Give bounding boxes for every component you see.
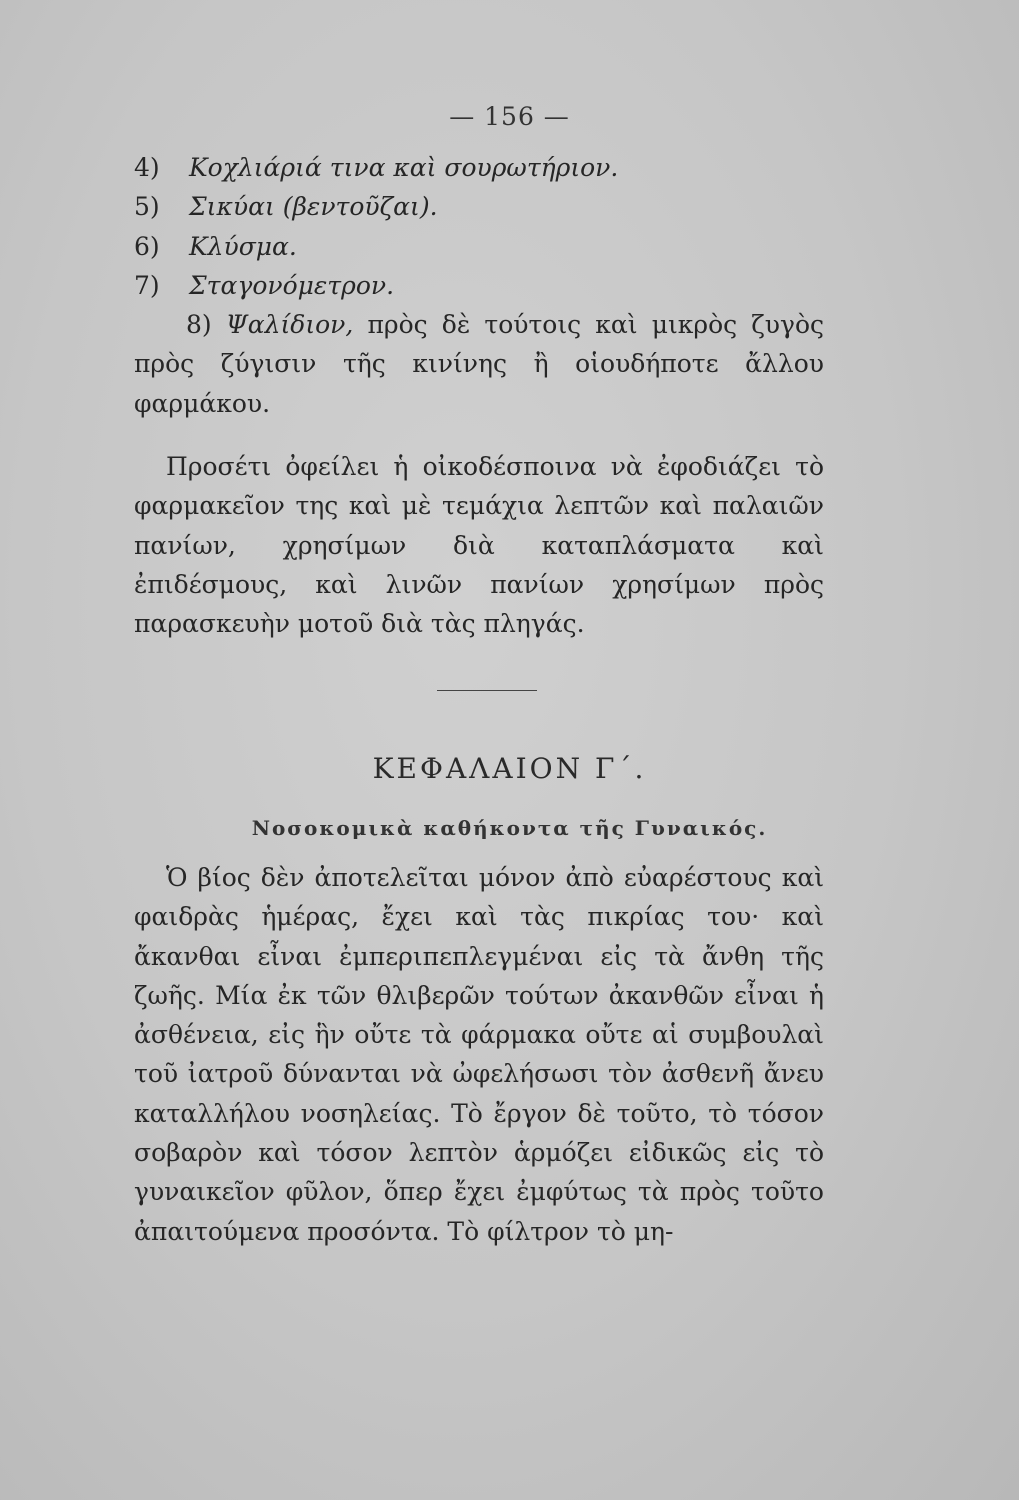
list-item-number: 7) (134, 270, 160, 300)
list-item-text: Κοχλιάριά τινα καὶ σουρωτήριον. (189, 153, 619, 182)
list-item-text-italic: Ψαλίδιον, (225, 310, 354, 340)
paragraph-supplies: Προσέτι ὀφείλει ἡ οἰκοδέσποινα νὰ ἐφοδιάζει τὸ φαρμακεῖον της καὶ μὲ τεμάχια λεπτῶν καὶ παλαιῶν πανίων, χρησίμων διὰ καταπλάσματα καὶ ἐπιδέσμους, καὶ λινῶν πανίων χρησίμων πρὸς παρασκευὴν μοτοῦ διὰ τὰς πληγάς. (134, 452, 824, 639)
list-item-text: πρὸς δὲ τούτοις καὶ μικρὸς ζυγὸς πρὸς ζύγισιν τῆς κινίνης ἢ οἱουδήποτε ἄλλου φαρμάκου. (134, 310, 824, 418)
list-item (134, 148, 824, 187)
list-item-number: 4) (134, 153, 160, 182)
list-item-text: Σταγονόμετρον. (189, 270, 395, 300)
page-number: — 156 — (449, 102, 570, 131)
list-item-text: Κλύσμα. (189, 231, 297, 261)
list-item (134, 266, 824, 305)
chapter-subtitle: Νοσοκομικὰ καθήκοντα τῆς Γυναικός. (251, 816, 768, 840)
list-item-text: Σικύαι (βεντοῦζαι). (189, 192, 438, 222)
list-item (134, 187, 824, 226)
paragraph-chapter-body: Ὁ βίος δὲν ἀποτελεῖται μόνον ἀπὸ εὐαρέστους καὶ φαιδρὰς ἡμέρας, ἔχει καὶ τὰς πικρίας του· καὶ ἄκανθαι εἶναι ἐμπεριπεπλεγμέναι εἰς τὰ ἄνθη τῆς ζωῆς. Μία ἐκ τῶν θλιβερῶν τούτων ἀκανθῶν εἶναι ἡ ἀσθένεια, εἰς ἣν οὔτε τὰ φάρμακα οὔτε αἱ συμβουλαὶ τοῦ ἰατροῦ δύνανται νὰ ὠφελήσωσι τὸν ἀσθενῆ ἄνευ καταλλήλου νοσηλείας. Τὸ ἔργον δὲ τοῦτο, τὸ τόσον σοβαρὸν καὶ τόσον λεπτὸν ἁρμόζει εἰδικῶς εἰς τὸ γυναικεῖον φῦλον, ὅπερ ἔχει ἐμφύτως τὰ πρὸς τοῦτο ἀπαιτούμενα προσόντα. Τὸ φίλτρον τὸ μη- (134, 863, 824, 1246)
chapter-title: ΚΕΦΑΛΑΙΟΝ Γ΄. (372, 752, 647, 785)
list-item-number: 5) (134, 192, 160, 222)
list-item-number: 6) (134, 231, 160, 261)
supplies-list (134, 148, 824, 423)
list-item-number: 8) (186, 310, 212, 340)
list-item (134, 305, 824, 423)
section-divider (437, 690, 537, 691)
list-item (134, 227, 824, 266)
